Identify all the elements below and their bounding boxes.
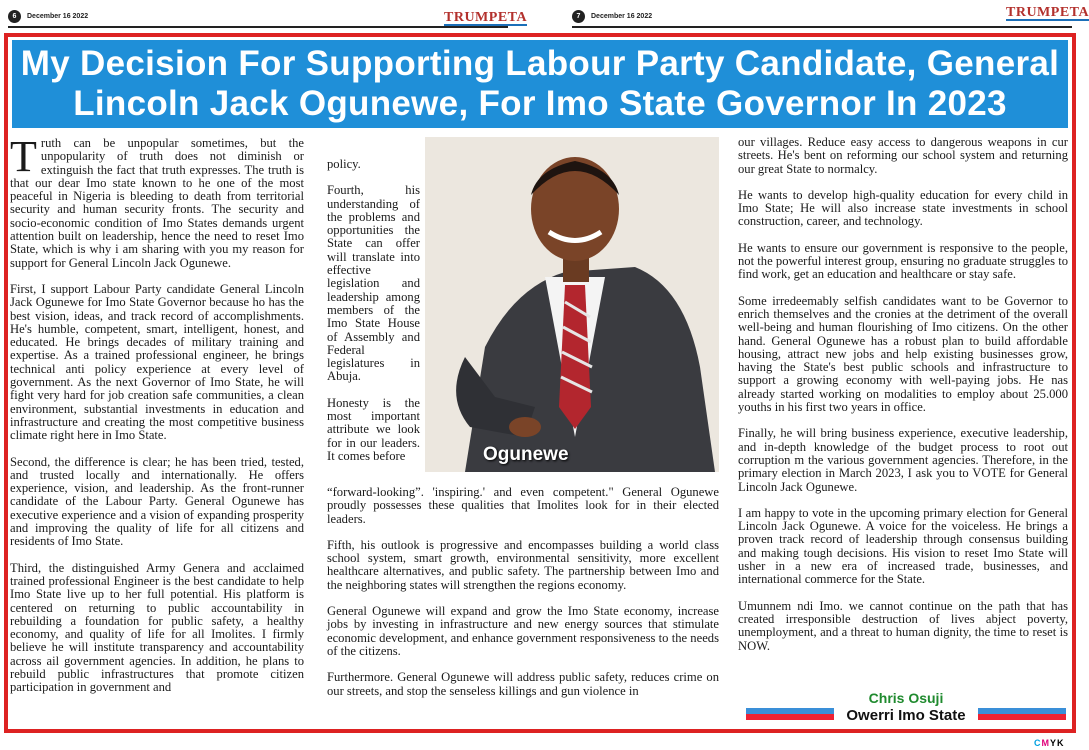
page-number: 6 xyxy=(8,10,21,23)
paragraph: Furthermore. General Ogunewe will address public safety, reduces crime on our streets, and stop the senseless killings and gun violence in xyxy=(327,670,719,698)
paragraph-text: ruth can be unpopular sometimes, but the unpopularity of truth does not diminish or extinguish the fact that truth expresses. The truth is that our dear Imo state known to he one of the most peaceful in Nigeria is bleeding to death from territorial security and human security fronts. The security and socio-economic condition of Imo States demands urgent attention built on leadership, hence the need to reset Imo State, which is why i am sharing with you my reason for support for General Lincoln Jack Ogunewe. xyxy=(10,136,304,270)
print-mark-text: CMYK xyxy=(1034,738,1065,748)
paragraph: Third, the distinguished Army Genera and acclaimed trained professional Engineer is the best candidate to help Imo State live up to her full potential. His platform is centered on returning to public accountability in rebuilding a foundation for public safety, a healthy economy, and quality of life for all Imolites. I firmly believe he will institute transparency and accountability across ail government agencies. In addition, he plans to rebuild public infrastructures that promote citizen participation in government and xyxy=(10,560,304,695)
article-column-3 xyxy=(738,136,1068,666)
logo-text: TRUMPETA xyxy=(1006,5,1089,20)
trumpeta-logo xyxy=(444,10,527,26)
paragraph: Fourth, his understanding of the problems and opportunities the State can offer will translate into effective legislation and leadership among members of the Imo State House of Assembly and Federal legislatures in Abuja. xyxy=(327,183,420,384)
paragraph: our villages. Reduce easy access to dangerous weapons in cur streets. He's bent on reforming our school system and returning our great State to normalcy. xyxy=(738,135,1068,176)
author-signature xyxy=(746,690,1066,730)
paragraph: Honesty is the most important attribute we look for in our leaders. It comes before xyxy=(327,395,420,463)
headline-line-2: Lincoln Jack Ogunewe, For Imo State Governor In 2023 xyxy=(73,84,1007,123)
paragraph: I am happy to vote in the upcoming primary election for General Lincoln Jack Ogunewe. A voice for the voiceless. He brings a proven track record of leadership through consensus building and making tough decisions. His vision to reset Imo State will usher in a new era of increased trade, businesses, and international commerce for the State. xyxy=(738,505,1068,587)
candidate-photo xyxy=(425,137,719,472)
article-column-2-wide xyxy=(327,486,719,711)
photo-caption: Ogunewe xyxy=(483,444,569,465)
drop-cap: T xyxy=(10,132,37,181)
print-mark xyxy=(1034,738,1065,748)
paragraph: Umunnem ndi Imo. we cannot continue on the path that has created irresponsible destruction of lives abject poverty, unemployment, and a threat to human dignity, the time to reset is NOW. xyxy=(738,598,1068,653)
paragraph: First, I support Labour Party candidate General Lincoln Jack Ogunewe for Imo State Governor because ho has the best vision, ideas, and track record of accomplishments. He's humble, competent, smart, intelligent, honest, and educated. He brings decades of military training and expertise. As a trained professional engineer, he brings technical anti policy experience at every level of government. As the next Governor of Imo State, he will fight very hard for job creation safe communities, a clean environment, substantial investments in education and infrastructure and creating the most competitive business climate right here in Imo State. xyxy=(10,281,304,443)
paragraph: policy. xyxy=(327,157,361,171)
page-date: December 16 2022 xyxy=(591,12,653,20)
article-headline xyxy=(12,40,1068,128)
paragraph xyxy=(10,132,304,270)
author-name: Chris Osuji xyxy=(868,690,944,706)
page-date: December 16 2022 xyxy=(27,12,89,20)
paragraph: He wants to ensure our government is responsive to the people, not the powerful interest group, ensuring no graduate struggles to find work, get an education and healthcare or stay safe. xyxy=(738,240,1068,282)
author-location: Owerri Imo State xyxy=(846,707,966,724)
paragraph: Finally, he will bring business experience, executive leadership, and in-depth knowledge of the budget process to root out corruption m the various government agencies. Therefore, in the primary election in March 2023, I ask you to VOTE for General Lincoln Jack Ogunewe. xyxy=(738,426,1068,494)
paragraph: Second, the difference is clear; he has been tried, tested, and trusted locally and internationally. He offers experience, vision, and leadership. As the front-runner candidate of the Labour Party. General Ogunewe has executive experience and a vision of expanding prosperity and improving the quality of life for all citizens and residents of Imo State. xyxy=(10,454,304,549)
paragraph: General Ogunewe will expand and grow the Imo State economy, increase jobs by investing in infrastructure and new energy sources that stimulate economic development, and enhance government responsiveness to the needs of the citizens. xyxy=(327,604,719,658)
trumpeta-logo xyxy=(1006,5,1089,21)
paragraph: He wants to develop high-quality education for every child in Imo State; He will also increase state investments in school construction, career, and technology. xyxy=(738,187,1068,229)
paragraph: Fifth, his outlook is progressive and encompasses building a world class school system, smart growth, environmental sensitivity, more excellent healthcare alternatives, and public safety. The partnership between Imo and the neighboring states will strengthen the regions economy. xyxy=(327,537,719,592)
logo-text: TRUMPETA xyxy=(444,10,528,25)
headline-line-1: My Decision For Supporting Labour Party Candidate, General xyxy=(20,44,1060,83)
paragraph: Some irredeemably selfish candidates want to be Governor to enrich themselves and the cronies at the detriment of the overall well-being and human flourishing of Imo citizens. On the other hand. General Ogunewe has a robust plan to build affordable housing, attract new jobs and help existing businesses grow, having the State's best public schools and infrastructure to support a growing economy with well-paying jobs. He nas already started working on modalities to employ about 25.000 youths in his first two years in office. xyxy=(738,293,1068,415)
page-header-right xyxy=(572,6,1072,28)
article-column-2-narrow xyxy=(327,158,420,463)
page-number: 7 xyxy=(572,10,585,23)
article-column-1 xyxy=(10,132,304,708)
portrait-illustration xyxy=(425,137,719,472)
paragraph: “forward-looking”. 'inspiring.' and even competent." General Ogunewe proudly possesses these qualities that Imolites look for in their elected leaders. xyxy=(327,485,719,526)
page-header-left xyxy=(8,6,508,28)
